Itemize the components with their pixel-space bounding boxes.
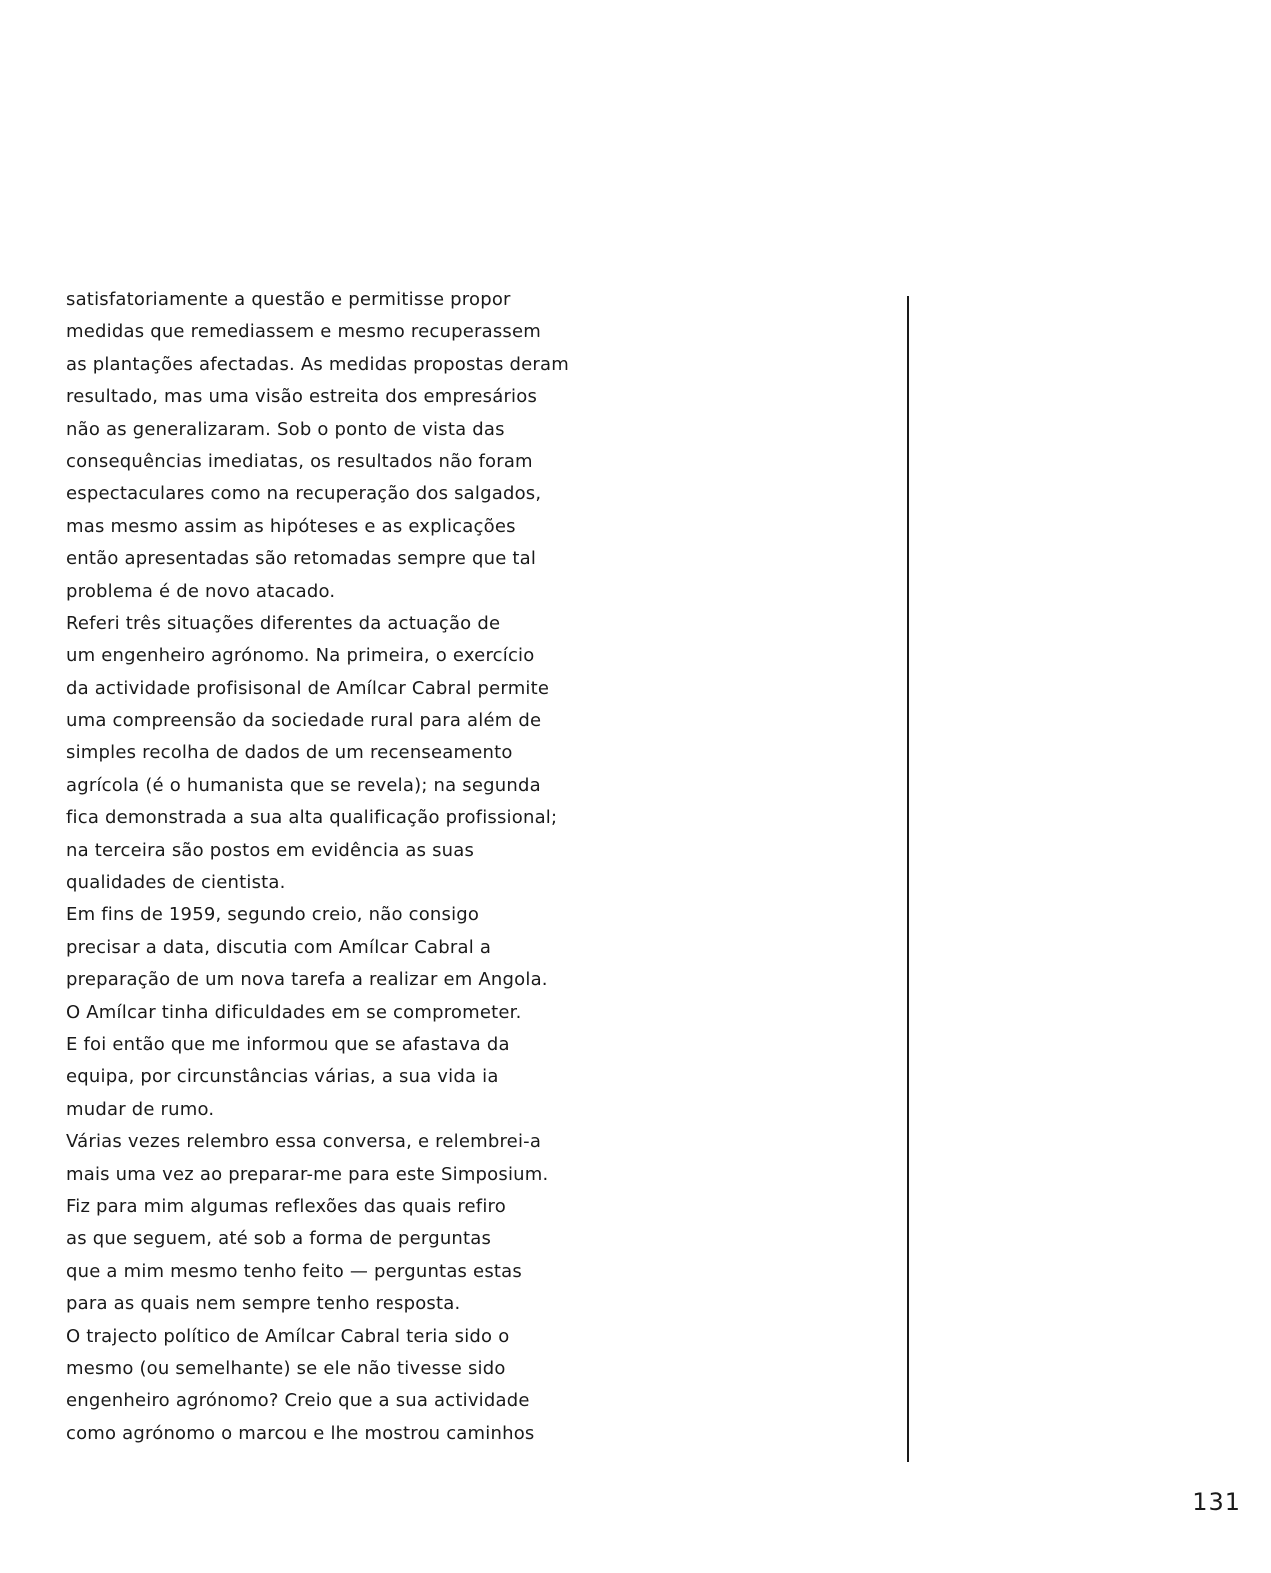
text-line: as plantações afectadas. As medidas propostas deram bbox=[66, 353, 569, 375]
text-line: que a mim mesmo tenho feito — perguntas estas bbox=[66, 1260, 522, 1282]
text-line: resultado, mas uma visão estreita dos empresários bbox=[66, 386, 538, 408]
text-line: uma compreensão da sociedade rural para além de bbox=[66, 710, 542, 732]
text-line: precisar a data, discutia com Amílcar Cabral a bbox=[66, 936, 492, 958]
text-line: preparação de um nova tarefa a realizar em Angola. bbox=[66, 969, 548, 991]
text-line: as que seguem, até sob a forma de perguntas bbox=[66, 1228, 492, 1250]
text-line: qualidades de cientista. bbox=[66, 872, 286, 894]
text-line: na terceira são postos em evidência as suas bbox=[66, 839, 475, 861]
text-line: O Amílcar tinha dificuldades em se comprometer. bbox=[66, 1001, 522, 1023]
text-line: para as quais nem sempre tenho resposta. bbox=[66, 1293, 461, 1315]
text-line: então apresentadas são retomadas sempre que tal bbox=[66, 548, 537, 570]
text-line: Fiz para mim algumas reflexões das quais refiro bbox=[66, 1195, 506, 1217]
text-line: equipa, por circunstâncias várias, a sua vida ia bbox=[66, 1066, 499, 1088]
text-line: Várias vezes relembro essa conversa, e relembrei-a bbox=[66, 1131, 542, 1153]
text-line: da actividade profisisonal de Amílcar Cabral permite bbox=[66, 677, 550, 699]
text-line: mas mesmo assim as hipóteses e as explicações bbox=[66, 515, 516, 537]
text-line: Referi três situações diferentes da actuação de bbox=[66, 612, 501, 634]
text-line: O trajecto político de Amílcar Cabral teria sido o bbox=[66, 1325, 510, 1347]
text-line: simples recolha de dados de um recenseamento bbox=[66, 742, 513, 764]
page-number: 131 bbox=[1192, 1488, 1241, 1516]
text-line: um engenheiro agrónomo. Na primeira, o exercício bbox=[66, 645, 535, 667]
text-line: não as generalizaram. Sob o ponto de vista das bbox=[66, 418, 505, 440]
text-line: consequências imediatas, os resultados não foram bbox=[66, 450, 533, 472]
text-line: satisfatoriamente a questão e permitisse propor bbox=[66, 289, 511, 310]
text-line: mais uma vez ao preparar-me para este Simposium. bbox=[66, 1163, 549, 1185]
text-line: agrícola (é o humanista que se revela); na segunda bbox=[66, 774, 541, 796]
text-line: como agrónomo o marcou e lhe mostrou caminhos bbox=[66, 1422, 535, 1444]
text-line: medidas que remediassem e mesmo recuperassem bbox=[66, 321, 541, 343]
text-line: E foi então que me informou que se afastava da bbox=[66, 1033, 510, 1055]
text-line: problema é de novo atacado. bbox=[66, 580, 336, 602]
body-text bbox=[66, 284, 906, 1450]
margin-rule bbox=[907, 296, 909, 1462]
text-line: engenheiro agrónomo? Creio que a sua actividade bbox=[66, 1390, 530, 1412]
text-line: espectaculares como na recuperação dos salgados, bbox=[66, 483, 542, 505]
text-line: mesmo (ou semelhante) se ele não tivesse sido bbox=[66, 1357, 506, 1379]
text-line: Em fins de 1959, segundo creio, não consigo bbox=[66, 904, 480, 926]
text-line: mudar de rumo. bbox=[66, 1098, 215, 1120]
text-line: fica demonstrada a sua alta qualificação profissional; bbox=[66, 807, 558, 829]
